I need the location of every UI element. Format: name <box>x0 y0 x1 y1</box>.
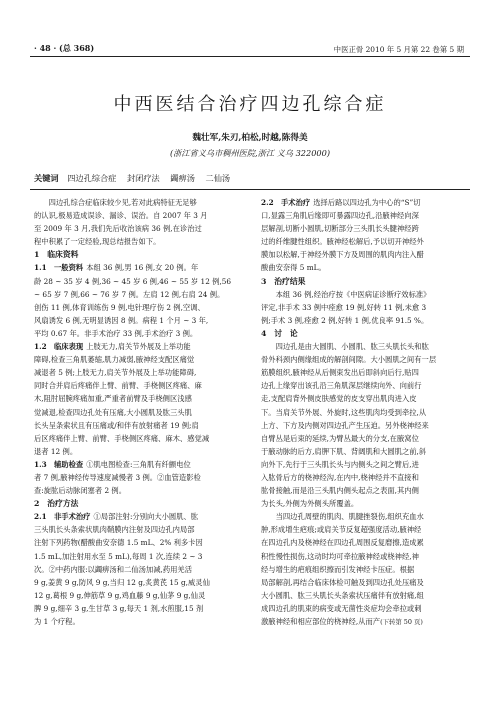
body-text-line <box>34 406 241 419</box>
body-text: 例;手术 3 例,痊愈 2 例,好转 1 例,优良率 91.5 %。 <box>261 315 429 325</box>
body-text: 1.5 mL,加注射用水至 5 mL),每周 1 次,连续 2 ~ 3 <box>34 551 203 561</box>
body-text-line <box>261 314 468 327</box>
body-text-line <box>34 353 241 366</box>
body-text-line <box>261 261 468 274</box>
body-text-line <box>261 615 468 629</box>
body-text: 积性慢性损伤,这动时均可牵拉腋神经或桡神经,神 <box>261 551 419 561</box>
body-text-line <box>34 589 241 602</box>
subsection-line <box>34 510 241 523</box>
body-text: 当四边孔周壁的肌肉、肌腱挫裂伤,组织充血水 <box>261 512 424 522</box>
journal-header: 中医正骨 2010 年 5 月第 22 卷第 5 期 <box>333 45 464 54</box>
body-text: 骨外科颈内侧缘组成的解剖间隙。大小圆肌之间有一层 <box>261 355 437 365</box>
body-text: 本组 36 例,男 16 例,女 20 例。年 <box>86 263 199 273</box>
keyword-item: 封闭疗法 <box>126 173 160 183</box>
subsection-heading: 1.3 辅助检查 <box>34 459 84 469</box>
page-number-header: · 48 · (总 368) <box>34 43 95 53</box>
body-text-line <box>261 301 468 314</box>
body-text: 木,阻肘屈腕疼痛加重,严重者前臂及手桡侧区浅感 <box>34 394 192 404</box>
header-divider <box>30 56 470 57</box>
body-text-line <box>261 432 468 445</box>
body-text: 龄 28 ~ 35 岁 4 例,36 ~ 45 岁 6 例,46 ~ 55 岁 12 例,56 <box>34 276 232 286</box>
body-text: 风扇诱发 6 例,无明显诱因 8 例。病程 1 个月 ~ 3 年, <box>34 315 209 325</box>
body-text-line <box>34 327 241 340</box>
body-text: 脾 9 g,细辛 3 g,生甘草 3 g,每天 1 剂,水煎服,15 剂 <box>34 603 204 613</box>
body-text-line <box>34 379 241 392</box>
body-text-line <box>261 523 468 536</box>
body-text-line <box>261 288 468 301</box>
body-text: 长头呈条索状且有压痛或/和伴有放射痛者 19 例;肩 <box>34 420 199 430</box>
body-text-line <box>261 235 468 248</box>
left-text-column <box>34 196 241 628</box>
body-text-line <box>34 288 241 301</box>
body-text: 入肱骨后方的桡神经沟,在内中,桡神经并不直接和 <box>261 472 419 482</box>
body-text: 障碍,检查三角肌萎缩,肌力减弱,腋神经支配区痛觉 <box>34 355 195 365</box>
body-text-line <box>261 602 468 615</box>
body-text: 本组 36 例,经治疗按《中医病证诊断疗效标准》 <box>261 289 431 299</box>
body-text-line <box>34 432 241 445</box>
body-text: 三头肌长头条索状肌肉鞘膜内注射及四边孔内局部 <box>34 525 195 535</box>
body-text-line <box>34 275 241 288</box>
body-text: 后区疼痛伴上臂、前臂、手桡侧区疼痛、麻木、感觉减 <box>34 433 210 443</box>
body-text: 上肢无力,肩关节外展及上举功能 <box>86 342 191 352</box>
body-text: 膜加以松解,于神经外膜下方及周围的肌肉内注入醋 <box>261 250 424 260</box>
body-text-line <box>34 602 241 615</box>
subsection-heading: 1.2 临床表现 <box>34 342 84 352</box>
body-text: 口,显露三角肌后缘即可暴露四边孔,沿腋神经向深 <box>261 211 419 221</box>
keywords-divider <box>30 189 470 190</box>
section-heading: 2 治疗方法 <box>34 499 79 509</box>
body-text-line <box>261 589 468 602</box>
section-heading: 3 治疗结果 <box>261 276 306 286</box>
subsection-heading: 2.2 手术治疗 <box>261 198 311 207</box>
body-text: 的认识,极易造成误诊、漏诊、误治。自 2007 年 3 月 <box>34 211 208 221</box>
body-text: 选择后路以四边孔为中心的“S”切 <box>313 198 421 207</box>
body-text: 为长头,外侧为外侧头所覆盖。 <box>261 499 359 509</box>
body-text: 下。当肩关节外展、外旋时,这些肌肉均受到牵拉,从 <box>261 407 427 417</box>
body-text-line <box>261 366 468 379</box>
body-text: 激腋神经和相应部位的桡神经,从而产 <box>261 617 381 626</box>
body-text: 四边孔是由大圆肌、小圆肌、肱三头肌长头和肱 <box>261 342 429 352</box>
subsection-line <box>34 261 241 274</box>
article-title: 中西医结合治疗四边孔综合症 <box>113 94 387 115</box>
body-text: 至 2009 年 3 月,我们先后收治该病 36 例,在诊治过 <box>34 224 202 234</box>
body-text: 局部解剖,再结合临床体检可触及到四边孔处压痛及 <box>261 577 424 587</box>
article-affiliation: (浙江省义乌市稠州医院,浙江 义乌 322000) <box>169 148 331 158</box>
body-text-line <box>34 419 241 432</box>
body-text: 程中积累了一定经验,现总结报告如下。 <box>34 237 161 247</box>
body-text: 走,支配肩背外侧皮肤感觉的皮支穿出肌肉进入皮 <box>261 394 417 404</box>
subsection-heading: 2.1 非手术治疗 <box>34 512 91 522</box>
body-text-line <box>261 458 468 471</box>
body-text-line <box>34 550 241 563</box>
body-text-line <box>34 301 241 314</box>
keyword-item: 二仙汤 <box>205 173 231 183</box>
body-text: 大小圆肌、肱三头肌长头条索状压痛伴有放射痛,组 <box>261 590 424 600</box>
body-text-line <box>34 209 241 222</box>
body-text: 查:旋肱后动脉闭塞者 2 例。 <box>34 486 127 496</box>
body-text: 评定,非手术 33 例中痊愈 19 例,好转 11 例,未愈 3 <box>261 302 427 312</box>
body-text: ~ 65 岁 7 例,66 ~ 76 岁 7 例。左肩 12 例,右肩 24 例。 <box>34 289 225 299</box>
body-text-line <box>261 497 468 510</box>
body-text: 平均 0.67 年。非手术治疗 33 例,手术治疗 3 例。 <box>34 328 198 338</box>
article-authors: 魏壮军,朱刃,柏松,时越,陈得美 <box>192 133 308 143</box>
body-text-line <box>261 445 468 458</box>
body-text-line <box>261 222 468 235</box>
body-text-line <box>34 445 241 458</box>
body-text-line <box>261 536 468 549</box>
body-text: 肱骨接触,而是沿三头肌内侧头起点之表面,其内侧 <box>261 486 419 496</box>
body-text: ①局部注射:分别向大小圆肌、肱 <box>93 512 199 522</box>
body-text: 肿,形成增生疤痕;或肩关节反复超强度活动,腋神经 <box>261 525 422 535</box>
body-text: 酸曲安奈得 5 mL。 <box>261 263 326 273</box>
subsection-line <box>34 458 241 471</box>
body-text: ①肌电图检查:三角肌有纤颤电位 <box>86 459 191 469</box>
body-text: 成四边孔的肌束的病变或无菌性炎症均会牵拉或刺 <box>261 603 422 613</box>
body-text: 者 7 例,腋神经传导速度减慢者 3 例。②血管造影检 <box>34 472 201 482</box>
body-text-line <box>261 510 468 523</box>
body-text: 为 1 个疗程。 <box>34 617 80 626</box>
body-text: 筋膜组织,腋神经从后侧束发出后即斜向后行,贴四 <box>261 368 419 378</box>
body-text-line <box>34 196 241 209</box>
body-text: 同时合并肩后疼痛伴上臂、前臂、手桡侧区疼痛、麻 <box>34 381 202 391</box>
body-text: 次。②中药内服:以蠲痹汤和二仙汤加减,药用羌活 <box>34 564 193 574</box>
body-text-line <box>34 471 241 484</box>
body-text-line <box>261 392 468 405</box>
body-text-line <box>34 484 241 497</box>
body-text-line <box>261 340 468 353</box>
body-text-line <box>34 576 241 589</box>
body-text: 12 g,葛根 9 g,伸筋草 9 g,鸡血藤 9 g,仙茅 9 g,仙灵 <box>34 590 206 600</box>
body-text-line <box>261 406 468 419</box>
body-text: 9 g,姜黄 9 g,防风 9 g,当归 12 g,炙黄芪 15 g,威灵仙 <box>34 577 210 587</box>
body-text-line <box>34 222 241 235</box>
body-text-line <box>261 471 468 484</box>
body-text-line <box>34 314 241 327</box>
body-text-line <box>34 523 241 536</box>
body-text: 向外下,先行于三头肌长头与内侧头之间之臂后,进 <box>261 459 419 469</box>
right-text-column <box>261 196 468 629</box>
body-text-line <box>261 576 468 589</box>
body-text-line <box>261 419 468 432</box>
body-text-line <box>261 550 468 563</box>
body-text: 于腋动脉的后方,肩胛下肌、背阔肌和大圆肌之前,斜 <box>261 446 427 456</box>
section-heading: 4 讨 论 <box>261 328 298 338</box>
subsection-line <box>34 340 241 353</box>
body-text: 在四边孔内及桡神经在四边孔周围反复磨擦,造成累 <box>261 538 424 548</box>
body-text: 边孔上缘穿出该孔沿三角肌深层继续向外、向前行 <box>261 381 422 391</box>
body-text-line <box>261 484 468 497</box>
body-text-line <box>261 248 468 261</box>
body-text: 创伤 11 例,体育训练伤 9 例,电针理疗伤 2 例,空调、 <box>34 302 205 312</box>
body-text: 减退者 5 例;上肢无力,肩关节外展及上举功能障碍, <box>34 368 197 378</box>
body-text-line <box>34 563 241 576</box>
section-heading: 1 临床资料 <box>34 250 79 260</box>
subsection-line <box>261 196 468 209</box>
body-text-line <box>34 235 241 248</box>
body-text: 经与增生的疤痕组织擦而引发神经卡压症。根据 <box>261 564 415 574</box>
body-text: 自臂丛是后束的延续,为臂丛最大的分支,在腋窝位 <box>261 433 419 443</box>
body-text: 注射下列药物(醋酸曲安奈德 1.5 mL、2% 利多卡因 <box>34 538 203 548</box>
body-text-line <box>261 379 468 392</box>
subsection-heading: 1.1 一般资料 <box>34 263 84 273</box>
body-text: 过的纤维腱性组织。腋神经松解后,予以切开神经外 <box>261 237 424 247</box>
keywords-line <box>34 173 238 184</box>
body-text: 退者 12 例。 <box>34 446 78 456</box>
body-text-line <box>34 392 241 405</box>
body-text: 觉减退,检查四边孔处有压痛,大小圆肌及肱三头肌 <box>34 407 192 417</box>
body-text-line <box>261 353 468 366</box>
body-text-line <box>261 209 468 222</box>
keywords-label: 关键词 <box>34 173 59 183</box>
keyword-item: 四边孔综合症 <box>67 173 117 183</box>
body-text: 四边孔综合症临床较少见,若对此病特征无足够 <box>34 198 197 207</box>
body-text-line <box>34 615 241 628</box>
body-text-line <box>34 536 241 549</box>
continued-note: (下转第 50 页) <box>380 618 423 626</box>
body-text-line <box>261 563 468 576</box>
keyword-item: 蠲痹汤 <box>170 173 195 183</box>
body-text: 层解剖,切断小圆肌,切断部分三头肌长头腱神经跨 <box>261 224 419 234</box>
body-text-line <box>34 366 241 379</box>
body-text: 上方、下方及内侧对四边孔产生压迫。另外桡神经来 <box>261 420 429 430</box>
